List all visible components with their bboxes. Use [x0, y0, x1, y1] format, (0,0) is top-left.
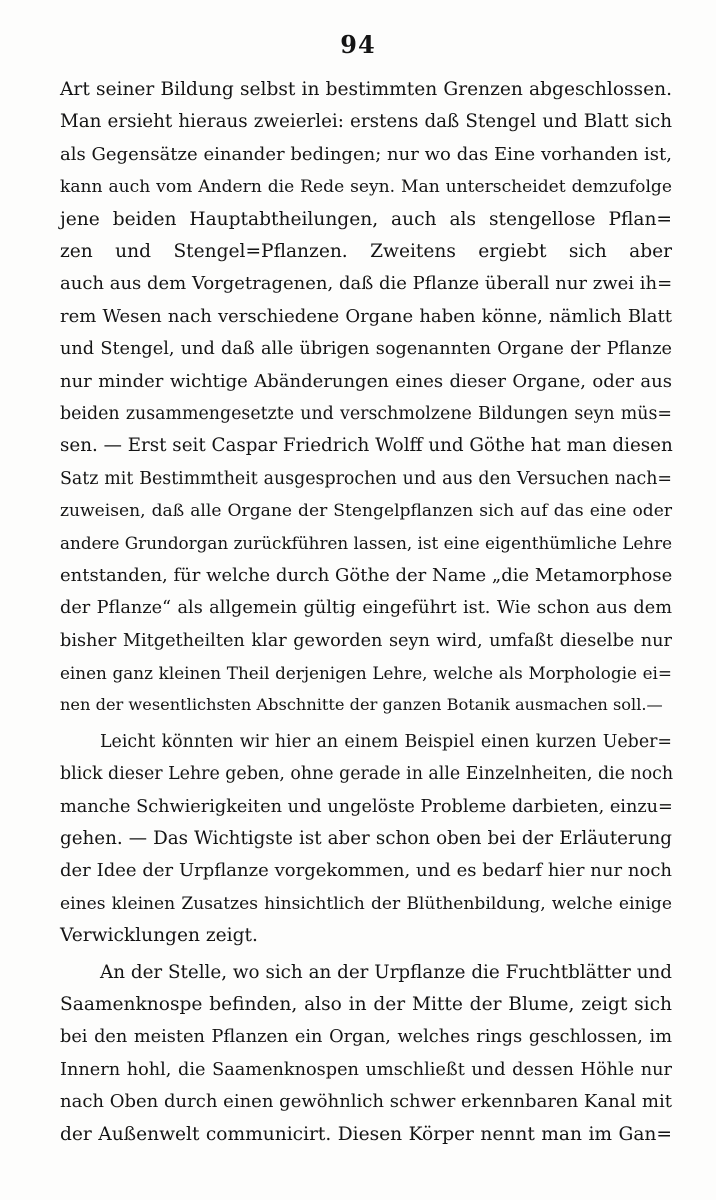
- body-text: [60, 74, 672, 1151]
- text-line: gehen. — Das Wichtigste ist aber schon oben bei der Erläuterung: [60, 827, 672, 849]
- paragraph-2: [60, 726, 672, 953]
- text-line: Man ersieht hieraus zweierlei: erstens daß Stengel und Blatt sich: [60, 111, 672, 133]
- text-line: jene beiden Hauptabtheilungen, auch als stengellose Pflan=: [60, 208, 672, 230]
- text-line: der Pflanze“ als allgemein gültig eingeführt ist. Wie schon aus dem: [60, 598, 672, 619]
- text-line: und Stengel, und daß alle übrigen sogenannten Organe der Pflanze: [60, 339, 672, 360]
- text-line: eines kleinen Zusatzes hinsichtlich der Blüthenbildung, welche einige: [60, 893, 672, 914]
- text-line: blick dieser Lehre geben, ohne gerade in alle Einzelnheiten, die noch: [60, 764, 674, 785]
- text-line: bei den meisten Pflanzen ein Organ, welches rings geschlossen, im: [60, 1027, 672, 1048]
- text-line: der Idee der Urpflanze vorgekommen, und es bedarf hier nur noch: [60, 860, 672, 882]
- text-line: nen der wesentlichsten Abschnitte der ganzen Botanik ausmachen soll.—: [60, 695, 663, 715]
- text-line: manche Schwierigkeiten und ungelöste Probleme darbieten, einzu=: [60, 796, 673, 817]
- text-line: beiden zusammengesetzte und verschmolzene Bildungen seyn müs=: [60, 403, 672, 424]
- paragraph-3: [60, 957, 672, 1151]
- text-line: Leicht könnten wir hier an einem Beispiel einen kurzen Ueber=: [100, 731, 672, 752]
- text-line: der Außenwelt communicirt. Diesen Körper nennt man im Gan=: [60, 1123, 672, 1145]
- text-line: kann auch vom Andern die Rede seyn. Man unterscheidet demzufolge: [60, 177, 672, 198]
- page-number: 94: [340, 30, 376, 59]
- text-line: als Gegensätze einander bedingen; nur wo das Eine vorhanden ist,: [60, 143, 672, 165]
- text-line: rem Wesen nach verschiedene Organe haben könne, nämlich Blatt: [60, 305, 672, 327]
- text-line: sen. — Erst seit Caspar Friedrich Wolff und Göthe hat man diesen: [60, 435, 673, 457]
- text-line: An der Stelle, wo sich an der Urpflanze die Fruchtblätter und: [100, 961, 672, 983]
- text-line: Satz mit Bestimmtheit ausgesprochen und aus den Versuchen nach=: [60, 468, 672, 489]
- text-line: einen ganz kleinen Theil derjenigen Lehre, welche als Morphologie ei=: [60, 663, 672, 684]
- text-line: nach Oben durch einen gewöhnlich schwer erkennbaren Kanal mit: [60, 1091, 672, 1113]
- text-line: Saamenknospe befinden, also in der Mitte der Blume, zeigt sich: [60, 993, 672, 1015]
- text-line: andere Grundorgan zurückführen lassen, ist eine eigenthümliche Lehre: [60, 533, 673, 554]
- text-line: Innern hohl, die Saamenknospen umschließt und dessen Höhle nur: [60, 1059, 672, 1080]
- text-line: bisher Mitgetheilten klar geworden seyn wird, umfaßt dieselbe nur: [60, 630, 672, 651]
- paragraph-1: [60, 74, 672, 722]
- text-line: auch aus dem Vorgetragenen, daß die Pflanze überall nur zwei ih=: [60, 273, 673, 295]
- text-line: zuweisen, daß alle Organe der Stengelpflanzen sich auf das eine oder: [60, 501, 672, 522]
- text-line: Verwicklungen zeigt.: [60, 925, 258, 947]
- text-line: nur minder wichtige Abänderungen eines dieser Organe, oder aus: [60, 370, 672, 392]
- text-line: entstanden, für welche durch Göthe der Name „die Metamorphose: [60, 564, 673, 586]
- text-line: zen und Stengel=Pflanzen. Zweitens ergiebt sich aber: [60, 240, 672, 262]
- text-line: Art seiner Bildung selbst in bestimmten Grenzen abgeschlossen.: [60, 79, 672, 100]
